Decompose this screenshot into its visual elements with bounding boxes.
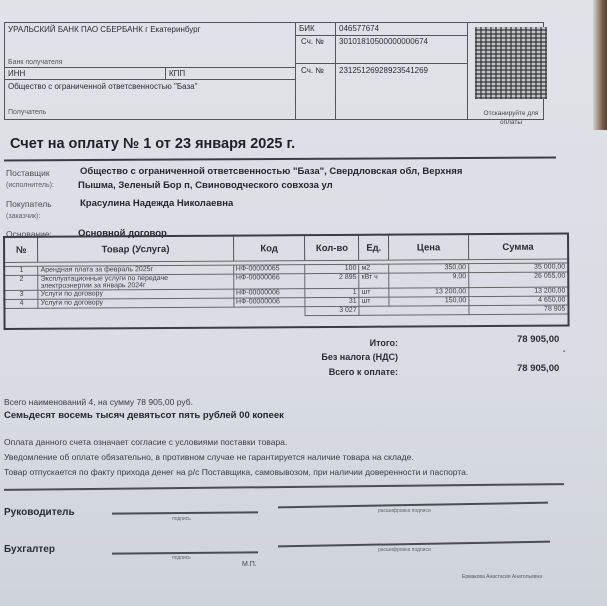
qr-caption: Отсканируйте для оплаты — [483, 110, 539, 126]
items-count-summary: Всего наименований 4, на сумму 78 905,00 руб. — [4, 397, 193, 407]
table-row: 1 Арендная плата за февраль 2025г НФ-00000065 100 м2 350,00 35 000,00 — [4, 263, 568, 275]
basis-label: Основание: — [6, 229, 52, 239]
col-header-sum: Сумма — [468, 234, 568, 260]
director-signature-caption: подпись — [172, 516, 191, 522]
title-divider — [4, 157, 556, 162]
director-decode-caption: расшифровка подписи — [378, 508, 431, 514]
supplier-line-1: Общество с ограниченной ответсвенностью "База", Свердловская обл, Верхняя — [80, 166, 463, 177]
bank-name: УРАЛЬСКИЙ БАНК ПАО СБЕРБАНК г Екатеринбург — [8, 25, 201, 34]
terms-line-1: Оплата данного счета означает согласие с условиями поставки товара. — [4, 437, 288, 447]
inn-label: ИНН — [8, 69, 26, 78]
accountant-decode-line[interactable] — [278, 541, 550, 547]
basis-value: Основной договор — [78, 228, 167, 239]
bik-value: 046577674 — [339, 24, 380, 33]
col-header-code: Код — [233, 235, 305, 261]
account-label: Сч. № — [301, 66, 324, 75]
col-header-number: № — [4, 237, 38, 263]
table-row: 3 Услуги по договору НФ-00000006 1 шт 13 200,00 13 200,00 — [4, 287, 568, 299]
col-header-qty: Кол-во — [305, 235, 359, 261]
corr-account-value: 30101810500000000674 — [339, 37, 428, 46]
accountant-signature-caption: подпись — [172, 555, 191, 561]
bik-label: БИК — [299, 24, 315, 33]
stamp-placeholder: М.П. — [242, 561, 257, 568]
table-row: 4 Услуги по договору НФ-00000006 31 шт 150,00 4 650,00 — [4, 296, 568, 308]
director-signature-line[interactable] — [112, 511, 258, 514]
total-due-value: 78 905,00 — [517, 363, 560, 374]
accountant-decode-caption: расшифровка подписи — [378, 547, 431, 553]
itogo-label: Итого: — [369, 338, 398, 348]
total-sum: 78 905 — [469, 305, 569, 315]
col-header-unit: Ед. — [359, 235, 389, 261]
col-header-item: Товар (Услуга) — [38, 236, 233, 263]
supplier-line-2: Пышма, Зеленый Бор п, Свиноводческого совхоза ул — [78, 180, 333, 191]
signer-name: Ермакова Анастасия Анатольевна — [462, 574, 543, 580]
itogo-value: 78 905,00 — [517, 334, 560, 345]
table-header-row — [4, 234, 568, 263]
terms-line-2: Уведомление об оплате обязательно, в противном случае не гарантируется наличие товара на складе. — [4, 452, 414, 462]
accountant-label: Бухгалтер — [4, 544, 55, 555]
buyer-name: Красулина Надежда Николаевна — [80, 198, 234, 209]
terms-divider — [4, 483, 564, 491]
bank-details-box — [4, 22, 544, 126]
total-qty: 3 027 — [305, 306, 359, 315]
col-header-price: Цена — [389, 234, 469, 260]
kpp-label: КПП — [169, 69, 186, 78]
table-row: 2 Эксплуатационные услуги по передаче электроэнергии за январь 2024г НФ-00000066 2 895 кВт ч 9,00 26 055,00 — [4, 272, 568, 290]
buyer-label: Покупатель — [6, 199, 52, 209]
amount-in-words: Семьдесят восемь тысяч девятьсот пять рублей 00 копеек — [4, 410, 284, 421]
photo-background-edge — [593, 0, 607, 130]
vat-label: Без налога (НДС) — [321, 352, 398, 362]
terms-line-3: Товар отпускается по факту прихода денег на р/с Поставщика, самовывозом, при наличии доверенности и паспорта. — [4, 467, 469, 477]
vat-value: - — [563, 348, 566, 355]
invoice-title: Счет на оплату № 1 от 23 января 2025 г. — [10, 136, 296, 152]
total-due-label: Всего к оплате: — [328, 367, 398, 377]
items-table — [3, 233, 570, 330]
accountant-signature-line[interactable] — [112, 551, 258, 554]
payment-qr-code-icon — [475, 27, 547, 99]
buyer-sublabel: (заказчик): — [6, 213, 41, 220]
bank-label: Банк получателя — [8, 59, 63, 66]
director-label: Руководитель — [4, 507, 75, 518]
director-decode-line[interactable] — [278, 502, 548, 508]
corr-account-label: Сч. № — [301, 37, 324, 46]
recipient-label: Получатель — [8, 109, 47, 116]
recipient-name: Общество с ограниченной ответсвенностью "База" — [8, 82, 198, 91]
supplier-sublabel: (исполнитель): — [6, 182, 54, 189]
supplier-label: Поставщик — [6, 168, 50, 178]
account-value: 23125126928923541269 — [339, 66, 428, 75]
